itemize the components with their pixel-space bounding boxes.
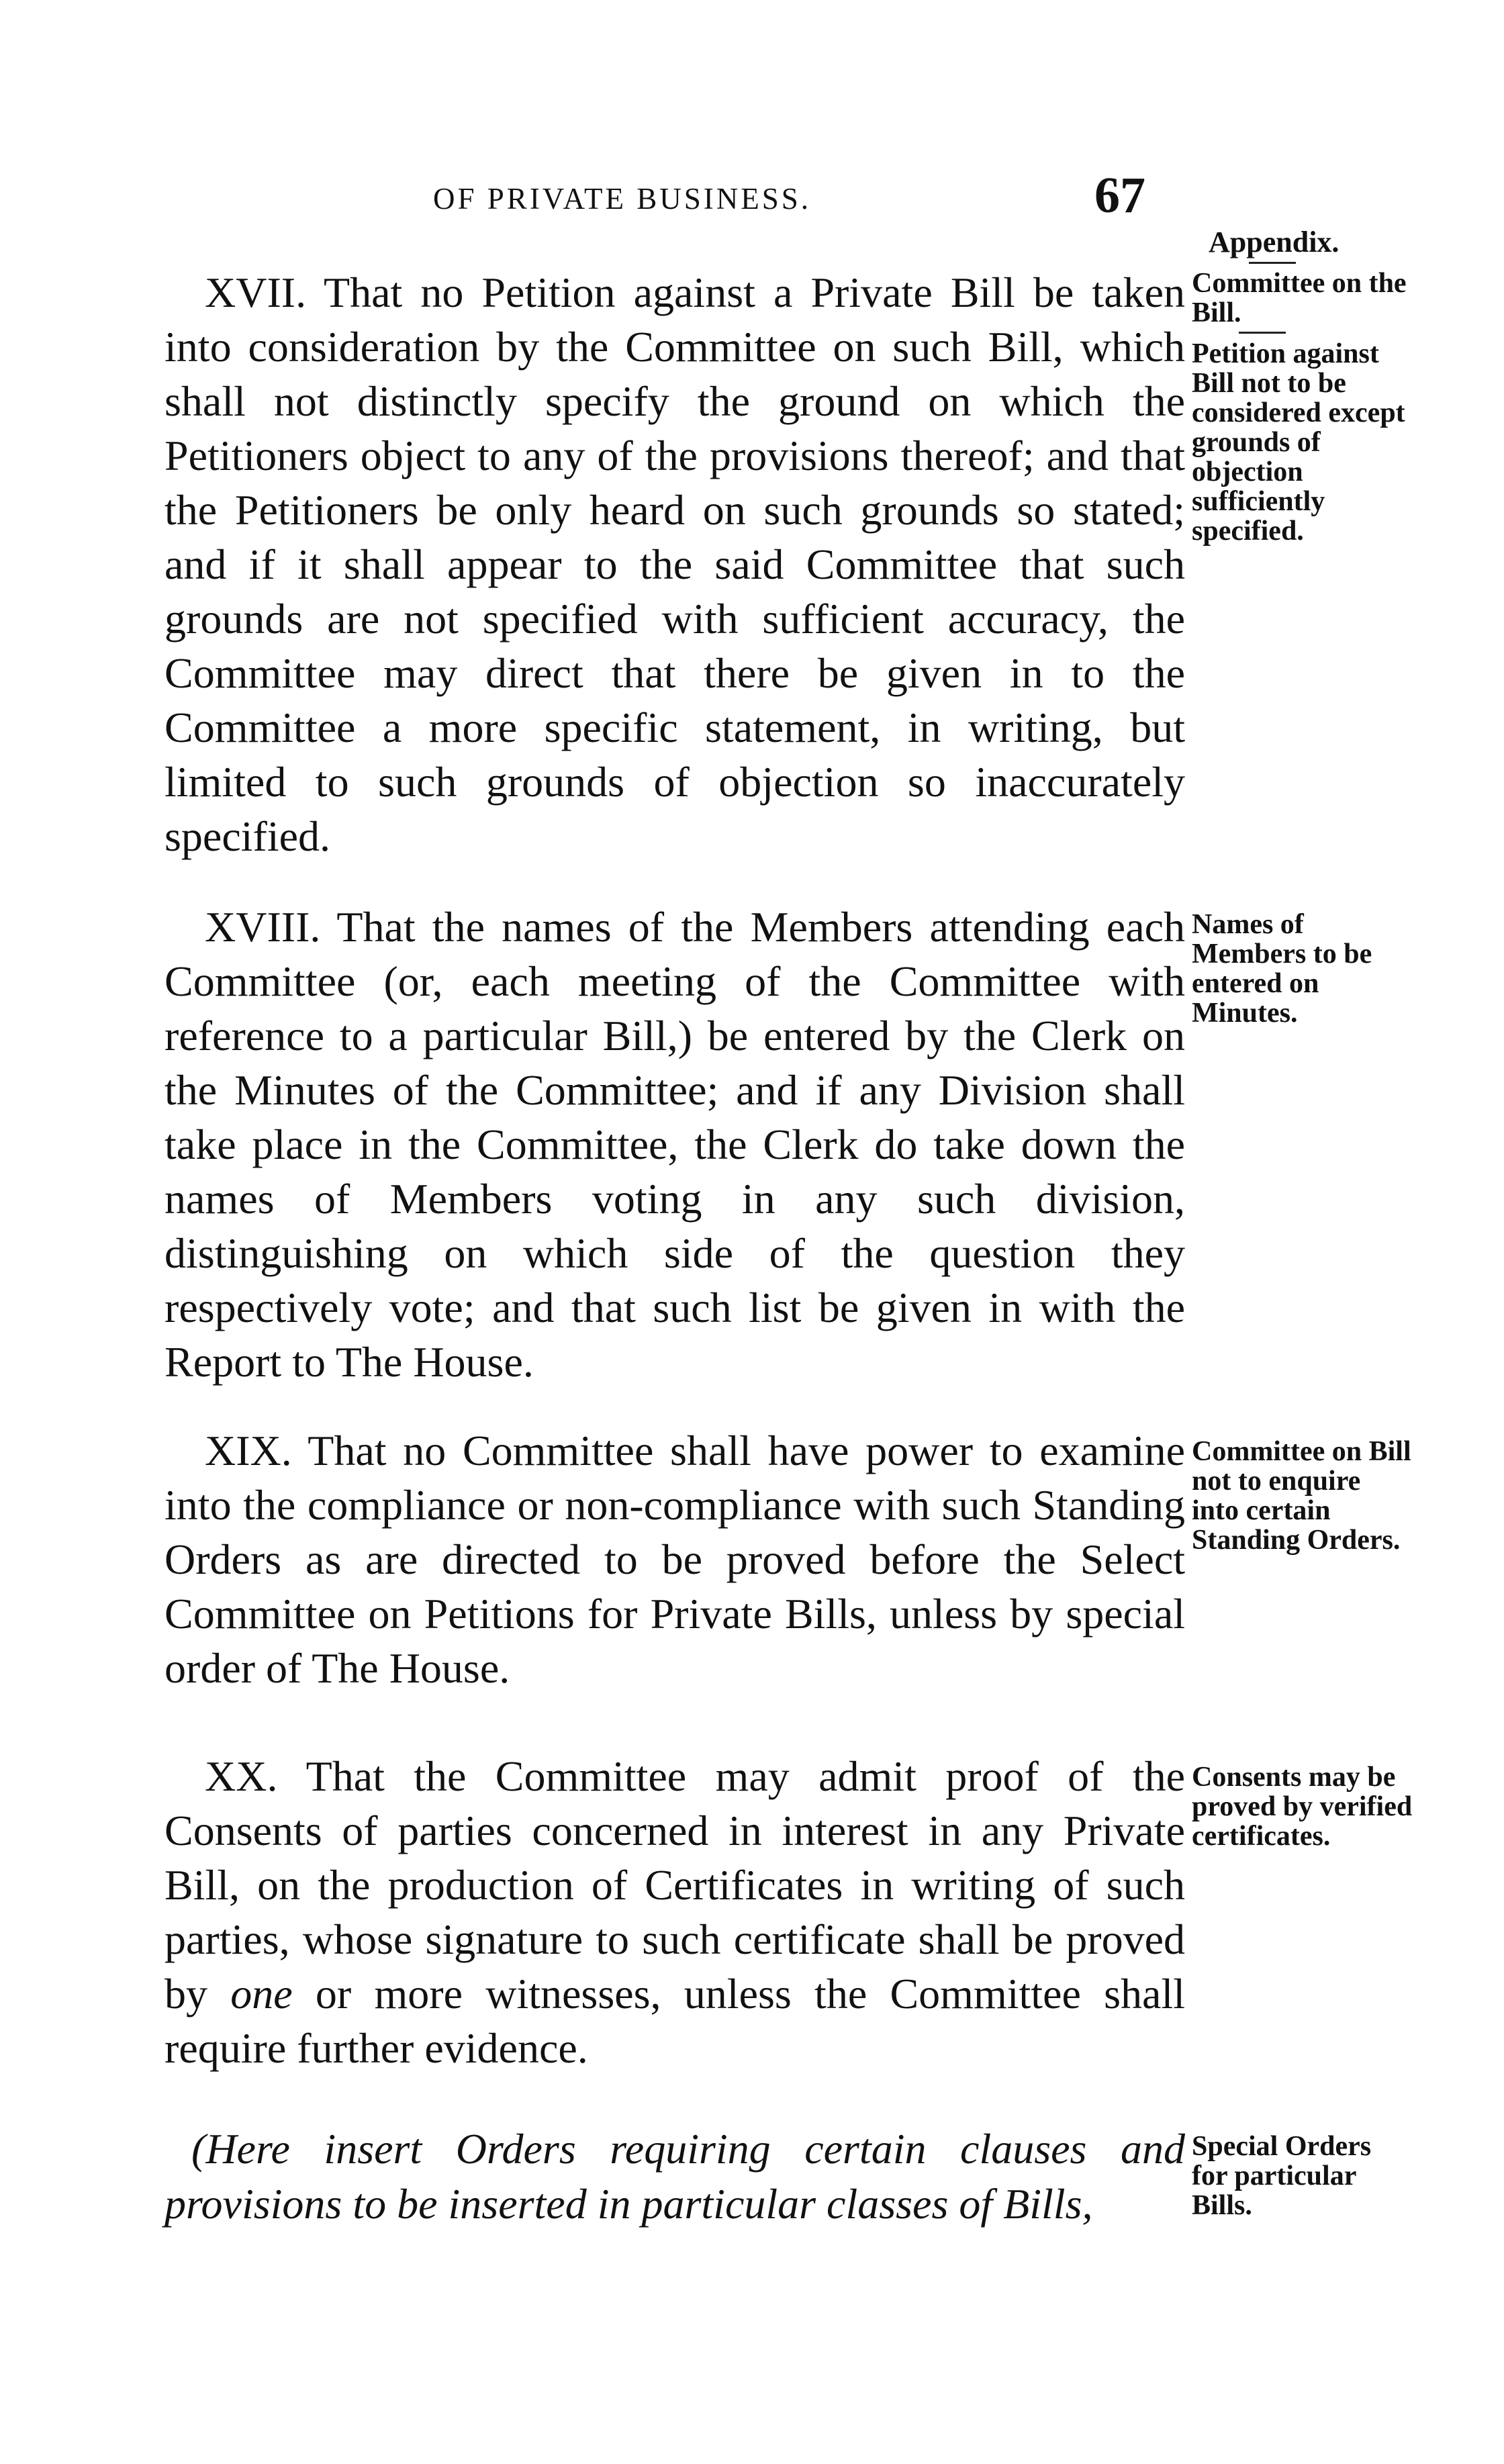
section-text: That no Petition against a Private Bill be taken into consideration by the Committee on such Bill, which shall not distinctly specify the ground on which the Petitioners object to any of the provisions thereof; and that the Petitioners be only heard on such grounds so stated; and if it shall appear to the said Committee that such grounds are not specified with sufficient accuracy, the Committee may direct that there be given in to the Committee a more specific statement, in writing, but limited to such grounds of objection so inaccurately specified. <box>164 269 1186 860</box>
section-number: XIX. <box>205 1427 292 1474</box>
page-number: 67 <box>1094 167 1145 224</box>
margin-text: Special Orders for particular Bills. <box>1192 2131 1372 2221</box>
section-xix <box>164 1423 1185 1695</box>
section-text: That the names of the Members attending each Committee (or, each meeting of the Committee with reference to a particular Bill,) be entered by the Clerk on the Minutes of the Committee; and if any Division shall take place in the Committee, the Clerk do take down the names of Members voting in any such division, distinguishing on which side of the question they respectively vote; and that such list be given in with the Report to The House. <box>164 903 1186 1386</box>
margin-text: Committee on Bill not to enquire into certain Standing Orders. <box>1192 1436 1411 1556</box>
section-number: XVIII. <box>205 903 321 951</box>
margin-heading: Committee on the Bill. <box>1192 268 1407 328</box>
section-text-after: or more witnesses, unless the Committee shall require further evidence. <box>164 1970 1185 2072</box>
section-text-emphasis: one <box>230 1970 293 2018</box>
section-number: XVII. <box>205 269 307 316</box>
section-text: That no Committee shall have power to examine into the compliance or non-compliance with such Standing Orders as are directed to be proved before the Select Committee on Petitions for Private Bills, unless by special order of The House. <box>164 1427 1186 1692</box>
appendix-label: Appendix. <box>1209 226 1340 258</box>
margin-text: Names of Members to be entered on Minutes. <box>1192 909 1372 1029</box>
appendix-rule <box>1249 262 1296 264</box>
section-xviii <box>164 900 1185 1389</box>
margin-note-xviii <box>1192 910 1413 1028</box>
section-number: XX. <box>205 1752 278 1800</box>
margin-text: Consents may be proved by verified certificates. <box>1192 1762 1413 1852</box>
section-text-before: That the Committee may admit proof of the Consents of parties concerned in interest in any Private Bill, on the production of Certificates in writing of such parties, whose signature to such certificate shall be proved by <box>164 1752 1186 2018</box>
page-header <box>0 167 1504 224</box>
running-title: OF PRIVATE BUSINESS. <box>433 182 812 216</box>
margin-rule <box>1239 332 1286 334</box>
margin-note-closing <box>1192 2132 1413 2220</box>
section-xvii <box>164 265 1185 863</box>
closing-note: (Here insert Orders requiring certain clauses and provisions to be inserted in particular classes of Bills, <box>164 2125 1185 2228</box>
margin-note-xix <box>1192 1437 1413 1555</box>
margin-note-xvii <box>1192 269 1413 546</box>
margin-text: Petition against Bill not to be considered except grounds of objection sufficiently specified. <box>1192 338 1405 547</box>
margin-note-xx <box>1192 1762 1413 1851</box>
section-xx <box>164 1749 1185 2075</box>
